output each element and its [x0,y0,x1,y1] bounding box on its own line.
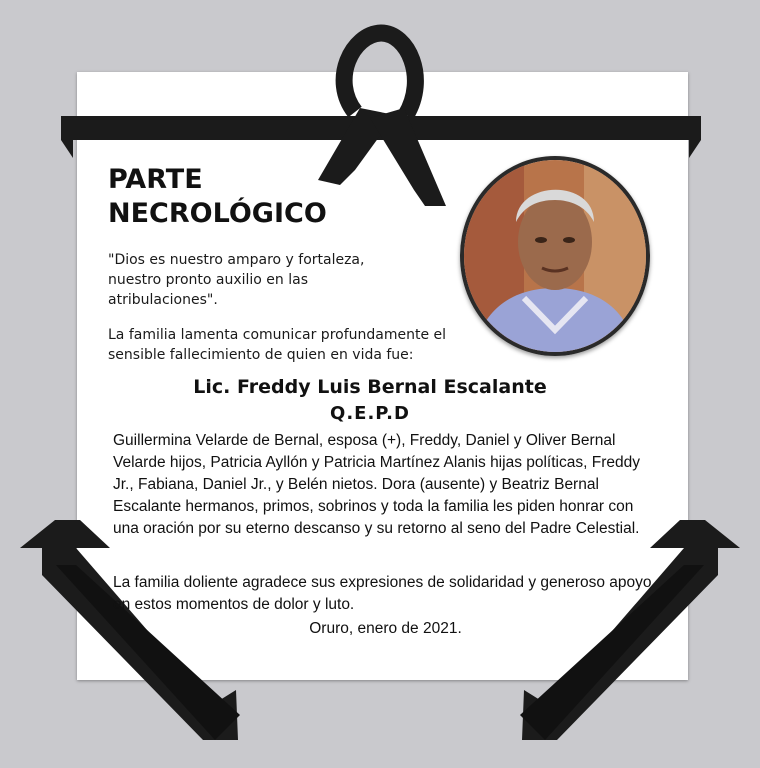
deceased-portrait [460,156,650,356]
intro-text: La familia lamenta comunicar profundamente el sensible fallecimiento de quien en vida fue: [108,327,447,363]
title-line-2: NECROLÓGICO [108,198,327,229]
portrait-image [464,160,646,352]
thanks-text: La familia doliente agradece sus expresiones de solidaridad y generoso apoyo en estos momentos de dolor y luto. [113,574,652,613]
notice-title [108,163,348,231]
place-date: Oruro, enero de 2021. [309,620,462,637]
family-text: Guillermina Velarde de Bernal, esposa (+), Freddy, Daniel y Oliver Bernal Velarde hijos, Patricia Ayllón y Patricia Martínez Alanis hijas políticas, Freddy Jr., Fabiana, Daniel Jr., y Belén nietos. Dora (ausente) y Beatriz Bernal Escalante hermanos, primos, sobrinos y toda la familia les piden honrar con una oración por su eterno descanso y su retorno al seno del Padre Celestial. [113,432,640,537]
title-line-1: PARTE [108,164,203,195]
qepd-label: Q.E.P.D [330,403,410,424]
bible-quote: "Dios es nuestro amparo y fortaleza, nuestro pronto auxilio en las atribulaciones". [108,252,365,308]
deceased-name: Lic. Freddy Luis Bernal Escalante [193,376,547,398]
